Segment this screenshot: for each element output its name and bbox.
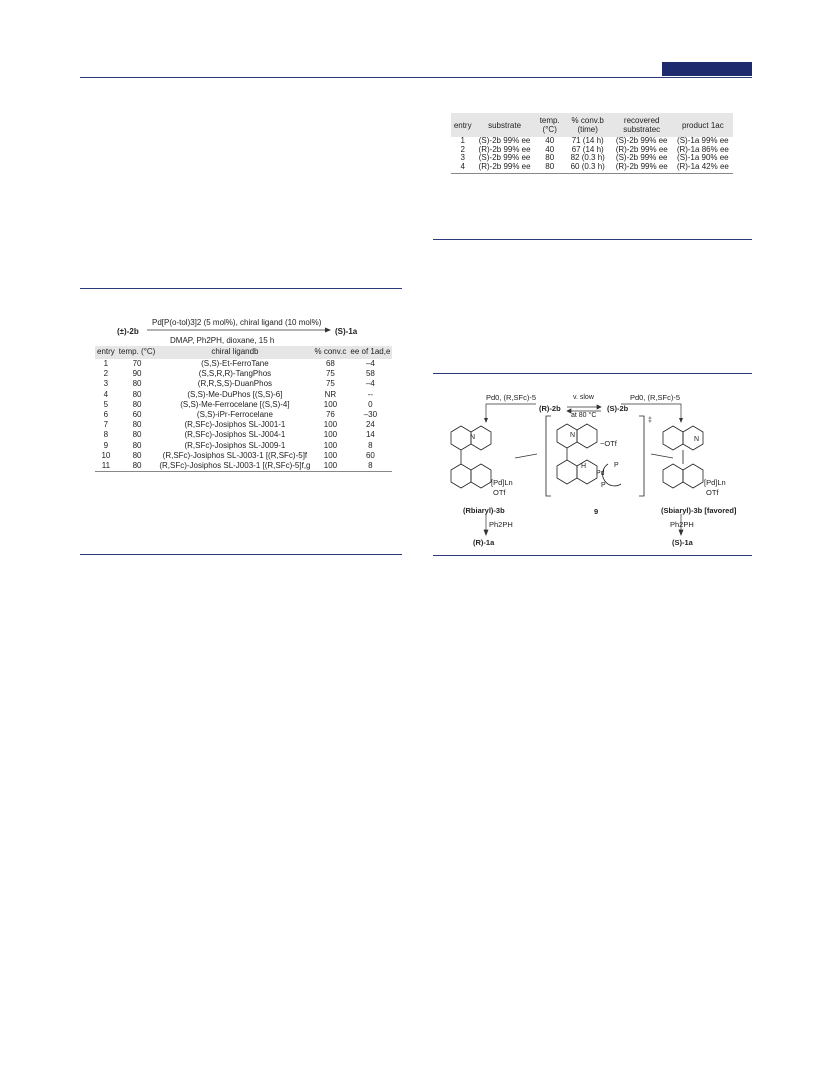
cell: 3 bbox=[103, 379, 109, 389]
left-reagent-down: Ph2PH bbox=[489, 520, 513, 529]
cell: 80 bbox=[132, 379, 142, 389]
cell: 4 bbox=[451, 163, 474, 174]
cell: 80 bbox=[545, 153, 555, 163]
scheme2-right-reagent: Pd0, (R,SFc)-5 bbox=[630, 393, 681, 402]
left-product-label: (R)-1a bbox=[473, 538, 495, 547]
table-row bbox=[95, 390, 392, 400]
cell: (S,S,R,R)-TangPhos bbox=[198, 369, 272, 379]
product-arrows bbox=[484, 514, 683, 535]
cell: (R)-2b 99% ee bbox=[611, 163, 673, 174]
cell: 0 bbox=[368, 399, 373, 409]
ts-structure bbox=[557, 424, 621, 486]
table-row bbox=[95, 379, 392, 389]
cell: (R,SFc)-Josiphos SL-J001-1 bbox=[184, 420, 286, 430]
cell: (R)-2b 99% ee bbox=[615, 144, 668, 154]
cell: (R,R,S,S)-DuanPhos bbox=[197, 379, 273, 389]
table-row bbox=[95, 451, 392, 461]
scheme2-eq-below: at 80 °C bbox=[571, 412, 597, 419]
cell: 90 bbox=[132, 369, 142, 379]
cell: (R,SFc)-Josiphos SL-J004-1 bbox=[184, 430, 286, 440]
table1-bottom-rule bbox=[433, 239, 752, 240]
cell: (R,SFc)-Josiphos SL-J003-1 [(R,SFc)-5]f bbox=[162, 450, 308, 460]
cell: 1 bbox=[460, 136, 465, 145]
table-row bbox=[95, 441, 392, 451]
cell: 80 bbox=[132, 430, 142, 440]
cell: 70 bbox=[132, 359, 142, 368]
scheme1-top-rule bbox=[80, 288, 402, 289]
cell: (S,S)-iPr-Ferrocelane bbox=[196, 410, 273, 420]
t1-h-temp: temp. (°C) bbox=[535, 113, 565, 137]
left-pd-label: [Pd]Ln bbox=[491, 478, 513, 487]
t2-h-conv: % conv.c bbox=[313, 346, 349, 359]
ts-h-label: H bbox=[581, 463, 587, 470]
left-otf-label: OTf bbox=[493, 488, 506, 497]
ts-pd-label: Pd bbox=[596, 470, 605, 477]
cell: 80 bbox=[132, 420, 142, 430]
table-row bbox=[95, 359, 392, 369]
right-pd-label: [Pd]Ln bbox=[704, 478, 726, 487]
cell: (R)-2b 99% ee bbox=[474, 163, 534, 174]
cell: (R,SFc)-Josiphos SL-J009-1 bbox=[184, 440, 286, 450]
cell: 9 bbox=[103, 440, 109, 450]
t1-h-entry: entry bbox=[451, 113, 474, 137]
cell: (S)-2b 99% ee bbox=[478, 136, 531, 145]
cell: (R)-1a 86% ee bbox=[676, 144, 729, 154]
t1-h-conv: % conv.b (time) bbox=[565, 113, 611, 137]
cell: 60 (0.3 h) bbox=[565, 163, 611, 174]
header-rule bbox=[80, 77, 752, 78]
cell: 68 bbox=[325, 359, 335, 368]
table-row bbox=[95, 410, 392, 420]
cell: (S)-1a 99% ee bbox=[677, 136, 729, 145]
table2-header-row bbox=[95, 346, 392, 359]
cell: -- bbox=[367, 389, 374, 399]
right-product-label: (S)-1a bbox=[672, 538, 693, 547]
table-row bbox=[95, 420, 392, 430]
cell: 80 bbox=[132, 450, 142, 460]
scheme1-reagents-below: DMAP, Ph2PH, dioxane, 15 h bbox=[170, 336, 275, 345]
cell: 2 bbox=[460, 144, 465, 154]
header-tab-block bbox=[662, 62, 752, 76]
ts-equilibrium-arrows bbox=[515, 454, 673, 458]
t2-h-temp: temp. (°C) bbox=[117, 346, 158, 359]
table-row bbox=[95, 369, 392, 379]
cell: 80 bbox=[132, 440, 142, 450]
cell: 40 bbox=[545, 136, 555, 145]
left-n-label: N bbox=[470, 434, 476, 441]
scheme2-bottom-rule bbox=[433, 555, 752, 556]
cell: 100 bbox=[323, 420, 338, 430]
cell: 40 bbox=[545, 144, 555, 154]
cell: NR bbox=[324, 389, 337, 399]
cell: 4 bbox=[103, 389, 109, 399]
left-complex-label: (Rbiaryl)-3b bbox=[463, 506, 505, 515]
scheme2-eq-above: v. slow bbox=[573, 394, 594, 401]
cell: 7 bbox=[103, 420, 109, 430]
scheme1-reactant: (±)-2b bbox=[117, 327, 139, 336]
cell: 58 bbox=[365, 369, 375, 379]
cell: 60 bbox=[365, 450, 375, 460]
cell: (S)-2b 99% ee bbox=[615, 153, 668, 163]
cell: 67 (14 h) bbox=[571, 144, 604, 154]
cell: (R)-1a 42% ee bbox=[673, 163, 733, 174]
cell: 80 bbox=[535, 163, 565, 174]
cell: 2 bbox=[103, 369, 109, 379]
cell: –4 bbox=[365, 379, 375, 389]
scheme2-right-substrate: (S)-2b bbox=[607, 404, 629, 413]
cell: (S)-1a 90% ee bbox=[677, 153, 729, 163]
cell: 5 bbox=[103, 399, 109, 409]
scheme1-reagents-above: Pd[P(o-tol)3]2 (5 mol%), chiral ligand (10 mol%) bbox=[152, 318, 322, 327]
cell: 100 bbox=[323, 440, 338, 450]
table2 bbox=[95, 346, 392, 472]
cell: (S)-2b 99% ee bbox=[478, 153, 531, 163]
cell: 8 bbox=[368, 440, 373, 450]
cell: 1 bbox=[103, 359, 109, 368]
cell: 60 bbox=[132, 410, 142, 420]
right-reagent-down: Ph2PH bbox=[670, 520, 694, 529]
cell: 82 (0.3 h) bbox=[570, 153, 605, 163]
right-n-label: N bbox=[694, 436, 700, 443]
ts-p1-label: P bbox=[614, 462, 619, 469]
ts-n-label: N bbox=[570, 432, 576, 439]
scheme1-product: (S)-1a bbox=[335, 327, 358, 336]
cell: (S,S)-Me-Ferrocelane [(S,S)-4] bbox=[180, 399, 290, 409]
cell: 100 bbox=[323, 450, 338, 460]
cell: 75 bbox=[325, 379, 335, 389]
cell: 100 bbox=[323, 430, 338, 440]
ts-p2-label: P bbox=[601, 482, 606, 489]
table-row bbox=[95, 461, 392, 472]
right-complex-label: (Sbiaryl)-3b [favored] bbox=[661, 506, 737, 515]
arrowhead bbox=[484, 418, 488, 423]
cell: (R,SFc)-Josiphos SL-J003-1 [(R,SFc)-5]f,g bbox=[159, 461, 311, 471]
scheme2-top-rule bbox=[433, 373, 752, 374]
cell: –4 bbox=[365, 359, 375, 368]
table-row bbox=[95, 430, 392, 440]
cell: 80 bbox=[132, 389, 142, 399]
cell: 80 bbox=[117, 461, 158, 472]
t2-h-ee: ee of 1ad,e bbox=[348, 346, 392, 359]
t1-h-product: product 1ac bbox=[673, 113, 733, 137]
cell: (S,S)-Et-FerroTane bbox=[201, 359, 269, 368]
cell: (S)-2b 99% ee bbox=[615, 136, 668, 145]
cell: 11 bbox=[95, 461, 117, 472]
cell: 80 bbox=[132, 399, 142, 409]
cell: (R)-2b 99% ee bbox=[478, 144, 531, 154]
cell: 3 bbox=[460, 153, 465, 163]
table2-bottom-rule bbox=[80, 554, 402, 555]
t2-h-ligand: chiral ligandb bbox=[157, 346, 312, 359]
arrowhead bbox=[679, 418, 683, 423]
t1-h-recovered: recovered substratec bbox=[611, 113, 673, 137]
scheme2-left-substrate: (R)-2b bbox=[539, 404, 561, 413]
cell: 75 bbox=[325, 369, 335, 379]
scheme1-arrow bbox=[147, 326, 331, 334]
table1-header-row bbox=[451, 113, 733, 137]
cell: 8 bbox=[348, 461, 392, 472]
cell: 14 bbox=[365, 430, 375, 440]
ts-otf-label: −OTf bbox=[600, 439, 617, 448]
table-row bbox=[95, 400, 392, 410]
cell: 71 (14 h) bbox=[571, 136, 604, 145]
scheme2-drawing bbox=[433, 380, 752, 555]
cell: 6 bbox=[103, 410, 109, 420]
t2-h-entry: entry bbox=[95, 346, 117, 359]
ts-number-label: 9 bbox=[594, 507, 599, 516]
equilibrium-arrows bbox=[567, 405, 601, 413]
table-row bbox=[451, 163, 733, 174]
table1 bbox=[451, 113, 733, 174]
t1-h-substrate: substrate bbox=[474, 113, 534, 137]
cell: 100 bbox=[323, 399, 338, 409]
cell: (S,S)-Me-DuPhos [(S,S)-6] bbox=[187, 389, 283, 399]
ts-dagger: ‡ bbox=[648, 417, 652, 424]
cell: 76 bbox=[325, 410, 335, 420]
cell: 100 bbox=[313, 461, 349, 472]
cell: –30 bbox=[363, 410, 378, 420]
cell: 8 bbox=[103, 430, 109, 440]
cell: 24 bbox=[365, 420, 375, 430]
cell: 10 bbox=[101, 450, 111, 460]
right-otf-label: OTf bbox=[706, 488, 719, 497]
scheme2-left-reagent: Pd0, (R,SFc)-5 bbox=[486, 393, 537, 402]
